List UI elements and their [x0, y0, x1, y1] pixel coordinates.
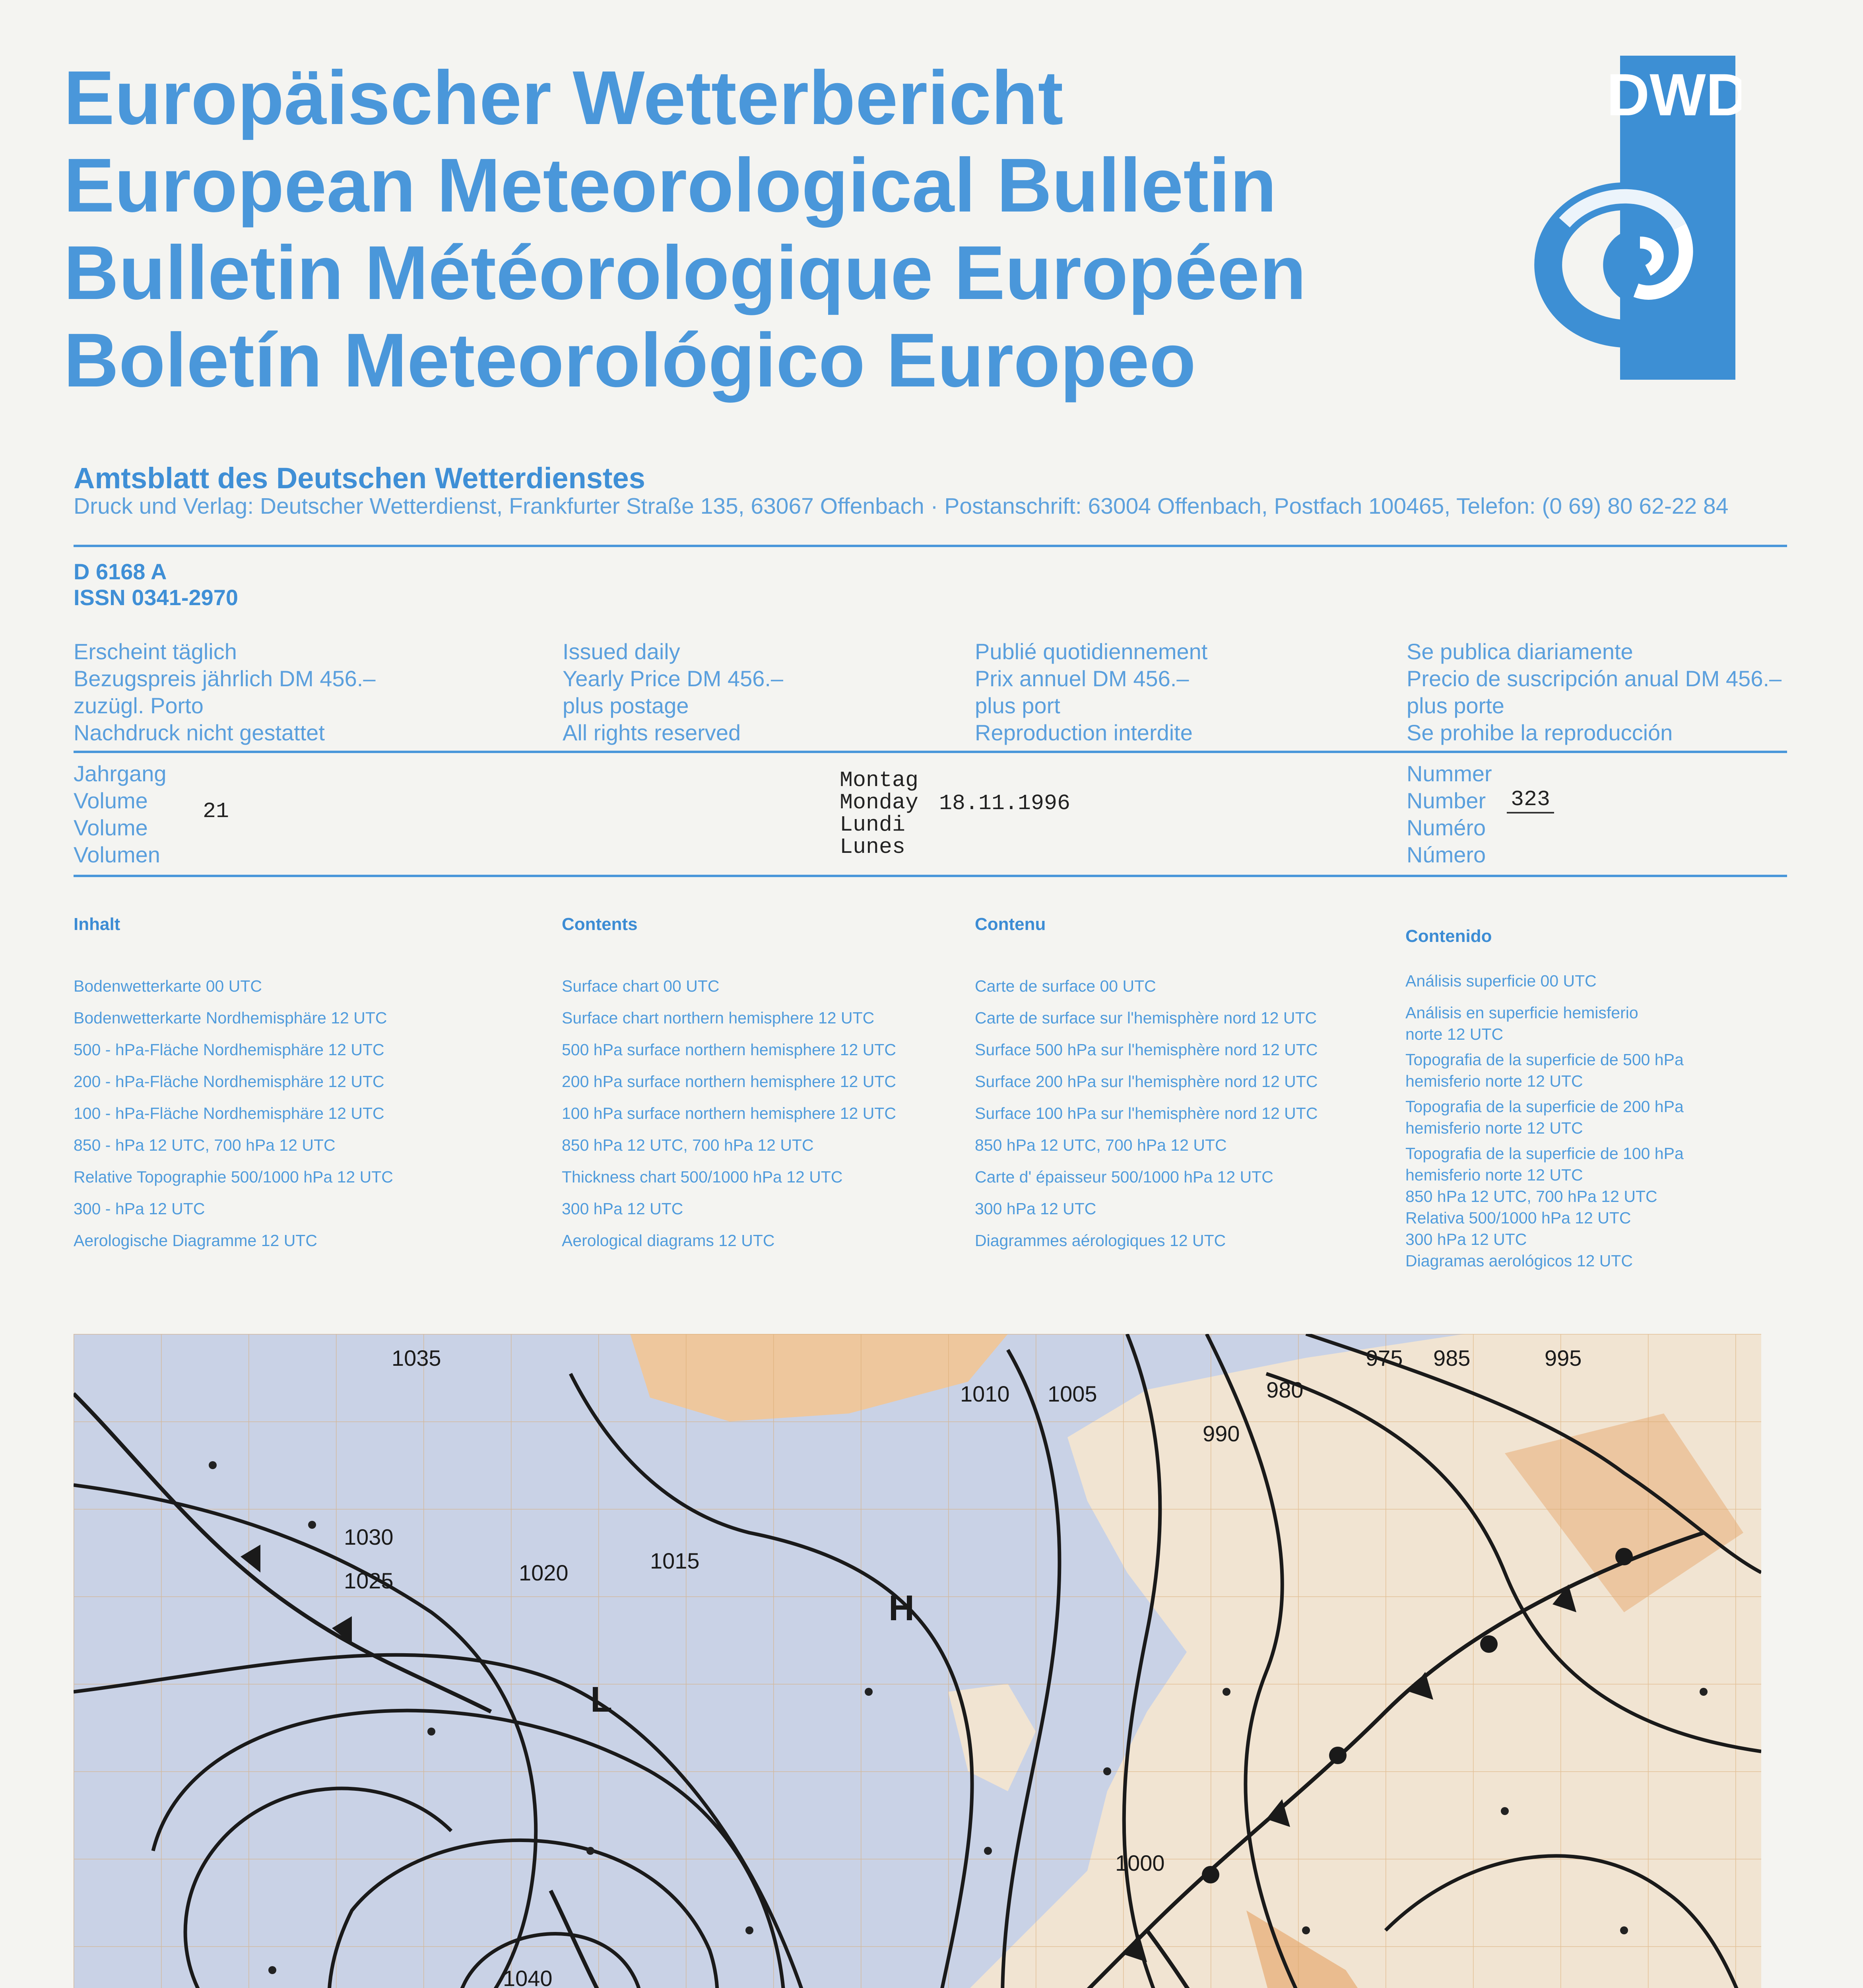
day-labels: [840, 769, 918, 858]
info-line: plus porte: [1407, 693, 1504, 718]
contents-item: Topografia de la superficie de 200 hPa: [1405, 1097, 1684, 1116]
high-centre: H: [889, 1588, 914, 1628]
number-label: Numéro: [1407, 815, 1486, 840]
info-line: Se publica diariamente: [1407, 639, 1633, 664]
title-french: Bulletin Météorologique Européen: [64, 230, 1306, 315]
contents-item: Relative Topographie 500/1000 hPa 12 UTC: [74, 1168, 393, 1186]
contents-item: 850 hPa 12 UTC, 700 hPa 12 UTC: [975, 1136, 1227, 1154]
title-spanish: Boletín Meteorológico Europeo: [64, 317, 1196, 403]
contents-item: hemisferio norte 12 UTC: [1405, 1072, 1583, 1090]
contents-item: Topografia de la superficie de 100 hPa: [1405, 1144, 1684, 1163]
contents-list-fr: [975, 970, 1318, 1256]
recycling-note: [0, 1928, 21, 1988]
info-line: Precio de suscripción anual DM 456.–: [1407, 666, 1782, 691]
publisher-address: Druck und Verlag: Deutscher Wetterdienst, Frankfurter Straße 135, 63067 Offenbach · Postanschrift: 63004 Offenbach, Postfach 100465, Telefon: (0 69) 80 62-22 84: [74, 493, 1729, 519]
contents-item: 300 hPa 12 UTC: [562, 1200, 683, 1218]
isobar-label: 1025: [344, 1568, 394, 1593]
lat-lon-grid: [74, 1334, 1761, 1988]
divider: [74, 545, 1787, 547]
info-line: Prix annuel DM 456.–: [975, 666, 1189, 691]
contents-item: Diagramas aerológicos 12 UTC: [1405, 1252, 1633, 1270]
volume-value: 21: [203, 799, 229, 824]
contents-item: Análisis en superficie hemisferio: [1405, 1004, 1638, 1022]
isobar-label: 980: [1266, 1377, 1304, 1402]
contents-item: 300 hPa 12 UTC: [975, 1200, 1096, 1218]
contents-item: Thickness chart 500/1000 hPa 12 UTC: [562, 1168, 843, 1186]
info-column-fr: [975, 638, 1207, 746]
info-line: zuzügl. Porto: [74, 693, 204, 718]
contents-heading-es: Contenido: [1405, 926, 1492, 946]
code-issn: ISSN 0341-2970: [74, 585, 239, 610]
contents-list-es: [1405, 970, 1684, 1272]
contents-item: Aerological diagrams 12 UTC: [562, 1231, 775, 1250]
contents-item: Análisis superficie 00 UTC: [1405, 972, 1597, 990]
contents-list-de: [74, 970, 393, 1256]
contents-item: 200 hPa surface northern hemisphere 12 UTC: [562, 1072, 896, 1091]
contents-item: 850 hPa 12 UTC, 700 hPa 12 UTC: [1405, 1187, 1657, 1206]
isobar-label: 975: [1366, 1345, 1403, 1371]
isobar-label: 990: [1203, 1421, 1240, 1446]
info-column-en: [563, 638, 783, 746]
day-label: Monday: [840, 790, 919, 815]
number-label: Nummer: [1407, 761, 1492, 786]
day-label: Lunes: [840, 835, 906, 860]
contents-item: Topografia de la superficie de 500 hPa: [1405, 1050, 1684, 1069]
contents-item: Bodenwetterkarte 00 UTC: [74, 977, 262, 995]
info-line: Yearly Price DM 456.–: [563, 666, 784, 691]
code-d6168: D 6168 A: [74, 559, 167, 584]
contents-item: Relativa 500/1000 hPa 12 UTC: [1405, 1209, 1631, 1227]
contents-item: Carte de surface sur l'hemisphère nord 12 UTC: [975, 1009, 1317, 1027]
contents-item: 850 - hPa 12 UTC, 700 hPa 12 UTC: [74, 1136, 336, 1154]
info-line: plus port: [975, 693, 1060, 718]
contents-item: Surface chart 00 UTC: [562, 977, 720, 995]
contents-item: 100 - hPa-Fläche Nordhemisphäre 12 UTC: [74, 1104, 384, 1122]
info-line: Se prohibe la reproducción: [1407, 720, 1673, 745]
day-label: Lundi: [840, 812, 906, 837]
contents-item: Surface chart northern hemisphere 12 UTC: [562, 1009, 875, 1027]
info-column-es: [1407, 638, 1781, 746]
info-line: Bezugspreis jährlich DM 456.–: [74, 666, 376, 691]
contents-item: Surface 200 hPa sur l'hemisphère nord 12 UTC: [975, 1072, 1318, 1091]
divider: [74, 751, 1787, 753]
info-line: Erscheint täglich: [74, 639, 237, 664]
info-line: Issued daily: [563, 639, 680, 664]
date-value: 18.11.1996: [939, 791, 1071, 816]
surface-weather-map: [74, 1334, 1761, 1988]
info-line: plus postage: [563, 693, 689, 718]
contents-item: 200 - hPa-Fläche Nordhemisphäre 12 UTC: [74, 1072, 384, 1091]
contents-item: 500 - hPa-Fläche Nordhemisphäre 12 UTC: [74, 1041, 384, 1059]
contents-item: hemisferio norte 12 UTC: [1405, 1166, 1583, 1184]
divider: [74, 875, 1787, 877]
isobar-label: 1030: [344, 1524, 394, 1549]
volume-labels: [74, 760, 167, 868]
number-labels: [1407, 760, 1492, 868]
contents-item: 850 hPa 12 UTC, 700 hPa 12 UTC: [562, 1136, 814, 1154]
isobar-label: 1005: [1048, 1381, 1097, 1406]
contents-item: 300 hPa 12 UTC: [1405, 1230, 1527, 1248]
contents-item: Bodenwetterkarte Nordhemisphäre 12 UTC: [74, 1009, 387, 1027]
isobar-label: 1020: [519, 1560, 569, 1585]
contents-item: 500 hPa surface northern hemisphere 12 UTC: [562, 1041, 896, 1059]
isobar-label: 985: [1433, 1345, 1471, 1371]
contents-item: Surface 100 hPa sur l'hemisphère nord 12 UTC: [975, 1104, 1318, 1122]
contents-heading-de: Inhalt: [74, 914, 120, 934]
contents-item: Surface 500 hPa sur l'hemisphère nord 12 UTC: [975, 1041, 1318, 1059]
volume-label: Volumen: [74, 842, 160, 867]
isobar-label: 1040: [503, 1966, 553, 1988]
contents-list-en: [562, 970, 896, 1256]
day-label: Montag: [840, 768, 919, 793]
volume-label: Volume: [74, 815, 148, 840]
contents-item: Carte de surface 00 UTC: [975, 977, 1156, 995]
info-line: All rights reserved: [563, 720, 741, 745]
contents-item: Carte d' épaisseur 500/1000 hPa 12 UTC: [975, 1168, 1273, 1186]
number-label: Number: [1407, 788, 1486, 813]
dwd-logo-text: DWD: [1606, 61, 1741, 128]
info-column-de: [74, 638, 375, 746]
info-line: Reproduction interdite: [975, 720, 1193, 745]
contents-item: hemisferio norte 12 UTC: [1405, 1119, 1583, 1137]
title-german: Europäischer Wetterbericht: [64, 55, 1063, 140]
contents-heading-en: Contents: [562, 914, 638, 934]
title-english: European Meteorological Bulletin: [64, 142, 1277, 228]
number-label: Número: [1407, 842, 1486, 867]
isobar-label: 1000: [1115, 1850, 1165, 1875]
isobar-label: 1015: [650, 1548, 700, 1573]
low-centre: L: [590, 1680, 612, 1720]
contents-item: norte 12 UTC: [1405, 1025, 1504, 1043]
publisher-title: Amtsblatt des Deutschen Wetterdienstes: [74, 462, 645, 495]
dwd-logo: [1529, 56, 1741, 380]
isobar-label: 995: [1545, 1345, 1582, 1371]
isobar-label: 1035: [392, 1345, 441, 1371]
volume-label: Jahrgang: [74, 761, 167, 786]
isobar-label: 1010: [960, 1381, 1010, 1406]
info-line: Nachdruck nicht gestattet: [74, 720, 325, 745]
contents-item: 100 hPa surface northern hemisphere 12 UTC: [562, 1104, 896, 1122]
info-line: Publié quotidiennement: [975, 639, 1208, 664]
volume-label: Volume: [74, 788, 148, 813]
contents-item: Aerologische Diagramme 12 UTC: [74, 1231, 317, 1250]
contents-heading-fr: Contenu: [975, 914, 1046, 934]
number-value: 323: [1507, 787, 1554, 813]
contents-item: Diagrammes aérologiques 12 UTC: [975, 1231, 1226, 1250]
contents-item: 300 - hPa 12 UTC: [74, 1200, 205, 1218]
